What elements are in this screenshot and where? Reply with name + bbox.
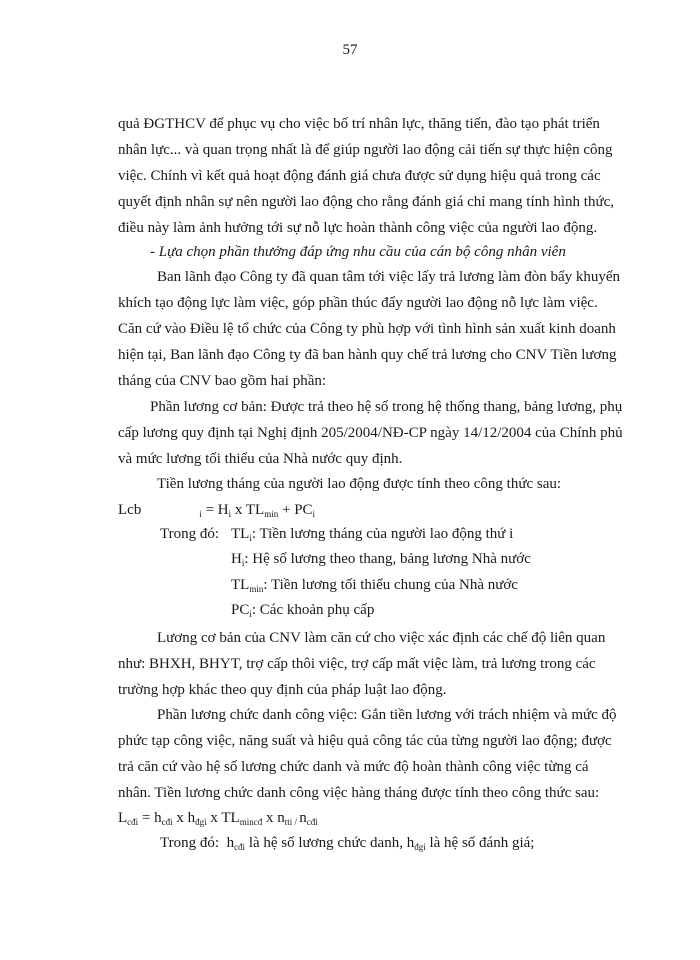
text-line: phức tạp công việc, năng suất và hiệu quả công tác của từng người lao động; được [118,733,612,749]
text-line: như: BHXH, BHYT, trợ cấp thôi việc, trợ cấp mất việc làm, trả lương trong các [118,656,596,672]
text-line: cấp lương quy định tại Nghị định 205/2004/NĐ-CP ngày 14/12/2004 của Chính phủ [118,425,623,441]
where-intro: Trong đó: [160,526,220,542]
definition-tl: $TL_i$: Tiền lương tháng của người lao động thứ i [231,526,514,543]
text-line: tháng của CNV bao gồm hai phần: [118,373,327,389]
definition-tlmin: $TL_{min}$: Tiền lương tối thiểu chung của Nhà nước [231,577,518,594]
text-line: Căn cứ vào Điều lệ tổ chức của Công ty phù hợp với tình hình sản xuất kinh doanh [118,321,616,337]
text-line: quyết định nhân sự nên người lao động cho rằng đánh giá chỉ mang tính hình thức, [118,194,614,210]
formula-lcdi: $L_{cđi} = h_{cđi}$ x $h_{đgi}$ x $TL_{mincđ}$ x $n_{tti /}$ $n_{cđi}$ [118,810,318,827]
text-line: trả căn cứ vào hệ số lương chức danh và mức độ hoàn thành công việc từng cá [118,759,589,775]
text-line: Phần lương chức danh công việc: Gắn tiền lương với trách nhiệm và mức độ [157,707,617,723]
text-line: Tiền lương tháng của người lao động được tính theo công thức sau: [157,476,562,492]
formula-lhs: Lcb [118,502,142,518]
text-line: và mức lương tối thiểu của Nhà nước quy định. [118,451,403,467]
definition-pc: $PC_i$: Các khoản phụ cấp [231,602,375,619]
where-intro-2: Trong đó: $h_{cđi}$ là hệ số lương chức danh, $h_{đgi}$ là hệ số đánh giá; [160,835,535,852]
text-line: trường hợp khác theo quy định của pháp luật lao động. [118,682,447,698]
text-line: việc. Chính vì kết quả hoạt động đánh giá chưa được sử dụng hiệu quả trong các [118,168,601,184]
text-line: điều này làm ảnh hưởng tới sự nỗ lực hoàn thành công việc của người lao động. [118,220,598,236]
text-line: Ban lãnh đạo Công ty đã quan tâm tới việc lấy trả lương làm đòn bẩy khuyến [157,269,621,285]
definition-h: $H_i$: Hệ số lương theo thang, bảng lương Nhà nước [231,551,531,568]
text-line: hiện tại, Ban lãnh đạo Công ty đã ban hành quy chế trả lương cho CNV Tiền lương [118,347,617,363]
formula-lcb: Lcb $_i = H_i$ x $TL_{min} + PC_i$ [118,502,316,519]
page-number: 57 [342,42,358,58]
text-line: nhân lực... và quan trọng nhất là để giúp người lao động cải tiến sự thực hiện công [118,142,613,158]
text-line: Lương cơ bản của CNV làm căn cứ cho việc xác định các chế độ liên quan [157,630,606,646]
text-line: khích tạo động lực làm việc, góp phần thúc đẩy người lao động nỗ lực làm việc. [118,295,598,311]
text-line: nhân. Tiền lương chức danh công việc hàng tháng được tính theo công thức sau: [118,785,600,801]
section-heading: - Lựa chọn phần thưởng đáp ứng nhu cầu của cán bộ công nhân viên [150,244,566,260]
text-line: quả ĐGTHCV để phục vụ cho việc bố trí nhân lực, thăng tiến, đào tạo phát triển [118,116,600,132]
text-line: Phần lương cơ bản: Được trả theo hệ số trong hệ thống thang, bảng lương, phụ [150,399,623,415]
